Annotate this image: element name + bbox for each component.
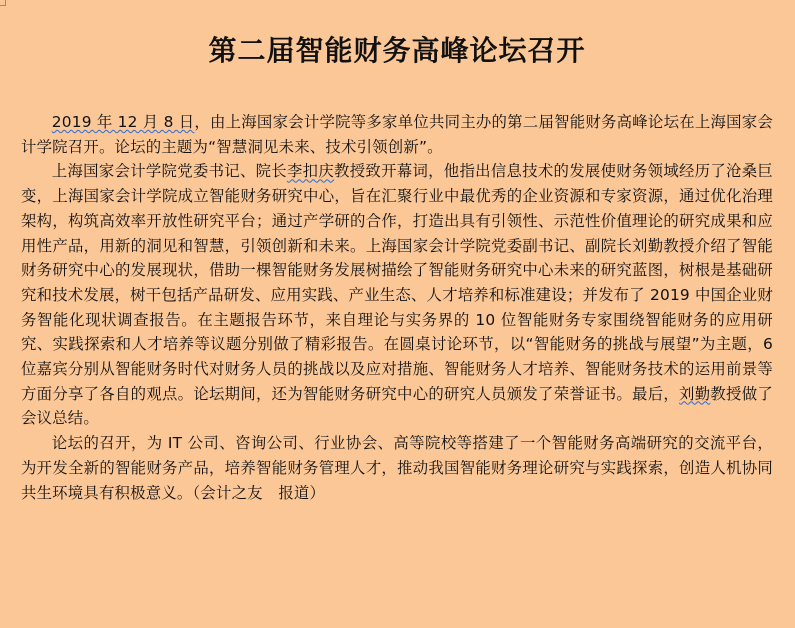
person-name-liu-qin-1: 刘勤 [632,236,664,255]
paragraph-1-text: ，由上海国家会计学院等多家单位共同主办的第二届智能财务高峰论坛在上海国家会计学院召开。论坛的主题为“智慧洞见未来、技术引领创新”。 [21,113,773,156]
article-body [21,110,773,505]
paragraph-2-text-b: 教授致开幕词，他指出信息技术的发展使财务领域经历了沧桑巨变，上海国家会计学院成立智能财务研究中心，旨在汇聚行业中最优秀的企业资源和专家资源，通过优化治理架构，构筑高效率开放性研究平台；通过产学研的合作，打造出具有引领性、示范性价值理论的研究成果和应用性产品，用新的洞见和智慧，引领创新和未来。上海国家会计学院党委副书记、副院长 [21,162,773,255]
article-title: 第二届智能财务高峰论坛召开 [208,34,586,67]
person-name-liu-qin-2: 刘勤 [679,384,711,403]
paragraph-3: 论坛的召开，为 IT 公司、咨询公司、行业协会、高等院校等搭建了一个智能财务高端研究的交流平台，为开发全新的智能财务产品，培养智能财务管理人才，推动我国智能财务理论研究与实践探索，创造人机协同共生环境具有积极意义。（会计之友 报道） [21,434,773,502]
paragraph-2-text-a: 上海国家会计学院党委书记、院长 [51,162,287,181]
event-date: 2019 年 12 月 8 日 [51,113,195,131]
paragraph-2-text-c: 教授介绍了智能财务研究中心的发展现状，借助一棵智能财务发展树描绘了智能财务研究中心未来的研究蓝图，树根是基础研究和技术发展，树干包括产品研发、应用实践、产业生态、人才培养和标准建设；并发布了 2019 中国企业财务智能化现状调查报告。在主题报告环节，来自理论与实务界的 10 位智能财务专家围绕智能财务的应用研究、实践探索和人才培养等议题分别做了精彩报告。在圆桌讨论环节，以“智能财务的挑战与展望”为主题，6 位嘉宾分别从智能财务时代对财务人员的挑战以及应对措施、智能财务人才培养、智能财务技术的运用前景等方面分享了各自的观点。论坛期间，还为智能财务研究中心的研究人员颁发了荣誉证书。最后， [21,236,773,403]
paragraph-2 [21,159,773,431]
paragraph-2-text-d: 教授做了会议总结。 [21,384,773,428]
text-boundary-corner-mark [0,0,6,6]
paragraph-1 [21,110,773,159]
person-name-li-kouqing: 李扣庆 [287,162,335,181]
